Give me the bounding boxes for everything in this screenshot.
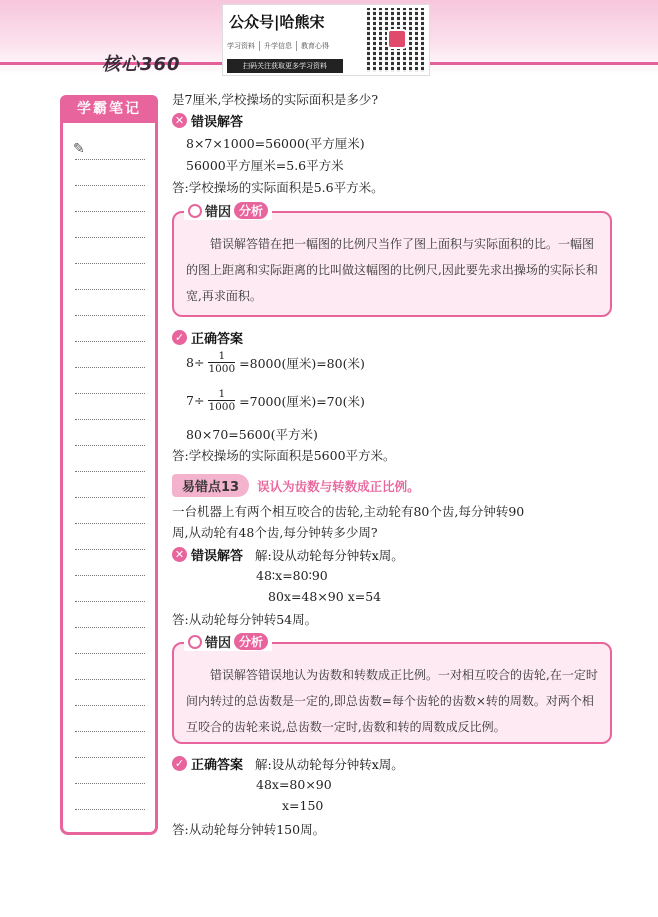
analysis-label: 错因 (205, 636, 232, 651)
fraction-denominator: 1000 (208, 363, 236, 375)
ep13-analysis-tag (184, 632, 272, 651)
fraction-denominator: 1000 (208, 401, 236, 413)
note-line (75, 471, 145, 472)
note-line (75, 211, 145, 212)
q1-correct-heading (172, 328, 243, 347)
promo-box (222, 4, 430, 76)
note-line (75, 497, 145, 498)
ep13-wrong-heading (172, 545, 404, 564)
ep13-correct-intro: 解:设从动轮每分钟转x周。 (255, 756, 404, 772)
q1-calc1 (186, 350, 365, 375)
analysis-badge: 分析 (234, 633, 268, 650)
ep13-wrong-intro: 解:设从动轮每分钟转x周。 (255, 547, 404, 563)
note-line (75, 627, 145, 628)
notes-area (60, 123, 158, 835)
ep13-correct-label: 正确答案 (191, 758, 244, 773)
q1-wrong-heading (172, 111, 243, 130)
error-point-header (172, 474, 420, 497)
q1-calc2 (186, 388, 365, 413)
q1-analysis-box (172, 211, 612, 317)
notes-sidebar (60, 95, 158, 835)
note-line (75, 263, 145, 264)
ep13-correct-answer: 答:从动轮每分钟转150周。 (172, 822, 326, 837)
magnifier-icon (188, 204, 202, 218)
promo-tag: 升学信息 (264, 41, 297, 51)
promo-tag: 学习资料 (227, 41, 260, 51)
ep13-problem: 一台机器上有两个相互咬合的齿轮,主动轮有80个齿,每分钟转90 (172, 504, 525, 519)
q1-calc3: 80×70=5600(平方米) (186, 427, 318, 442)
brand-logo: 核心360 (102, 54, 181, 75)
q1-correct-label: 正确答案 (191, 332, 244, 347)
analysis-label: 错因 (205, 205, 232, 220)
promo-tag: 教育心得 (301, 42, 329, 50)
ep13-correct-line: 48x=80×90 (256, 777, 332, 792)
calc-text: =7000(厘米)=70(米) (239, 393, 365, 409)
error-point-title: 误认为齿数与转数成正比例。 (257, 478, 420, 494)
q1-intro: 是7厘米,学校操场的实际面积是多少? (172, 92, 379, 107)
fraction (208, 388, 235, 413)
magnifier-icon (188, 635, 202, 649)
promo-bar: 扫码关注获取更多学习资料 (227, 59, 343, 73)
fraction-numerator: 1 (218, 388, 226, 400)
note-line (75, 445, 145, 446)
pencil-icon: ✎ (73, 141, 85, 157)
note-line (75, 159, 145, 160)
sidebar-title: 学霸笔记 (60, 95, 158, 123)
calc-text: 8÷ (186, 355, 205, 370)
calc-text: =8000(厘米)=80(米) (239, 355, 365, 371)
note-line (75, 289, 145, 290)
cross-icon: ✕ (172, 547, 187, 562)
note-line (75, 419, 145, 420)
note-line (75, 315, 145, 316)
note-line (75, 601, 145, 602)
note-line (75, 653, 145, 654)
qr-logo-icon (387, 29, 407, 49)
q1-analysis-tag (184, 201, 272, 220)
ep13-correct-heading (172, 754, 404, 773)
ep13-analysis-text: 错误解答错误地认为齿数和转数成正比例。一对相互咬合的齿轮,在一定时间内转过的总齿数是一定的,即总齿数=每个齿轮的齿数×转的周数。对两个相互咬合的齿轮来说,总齿数一定时,齿数和转的周数成反比例。 (186, 668, 598, 734)
note-line (75, 705, 145, 706)
note-line (75, 367, 145, 368)
note-line (75, 731, 145, 732)
note-line (75, 679, 145, 680)
ep13-wrong-answer: 答:从动轮每分钟转54周。 (172, 612, 318, 627)
ep13-wrong-line: 80x=48×90 x=54 (268, 589, 382, 604)
promo-title: 公众号|哈熊宋 (229, 13, 325, 31)
check-icon: ✓ (172, 330, 187, 345)
note-line (75, 549, 145, 550)
q1-wrong-line: 8×7×1000=56000(平方厘米) (186, 136, 365, 151)
note-line (75, 341, 145, 342)
error-point-badge: 易错点13 (172, 474, 249, 497)
ep13-wrong-line: 48∶x=80∶90 (256, 568, 328, 583)
promo-tags (227, 41, 333, 51)
check-icon: ✓ (172, 756, 187, 771)
note-line (75, 237, 145, 238)
analysis-badge: 分析 (234, 202, 268, 219)
q1-wrong-label: 错误解答 (191, 115, 244, 130)
q1-wrong-answer: 答:学校操场的实际面积是5.6平方米。 (172, 180, 384, 195)
q1-wrong-line: 56000平方厘米=5.6平方米 (186, 158, 344, 173)
ep13-wrong-label: 错误解答 (191, 549, 244, 564)
ep13-correct-line: x=150 (282, 798, 324, 813)
note-line (75, 575, 145, 576)
ep13-problem: 周,从动轮有48个齿,每分钟转多少周? (172, 525, 378, 540)
note-line (75, 783, 145, 784)
cross-icon: ✕ (172, 113, 187, 128)
q1-analysis-text: 错误解答错在把一幅图的比例尺当作了图上面积与实际面积的比。一幅图的图上距离和实际距离的比叫做这幅图的比例尺,因此要先求出操场的实际长和宽,再求面积。 (186, 237, 598, 303)
note-line (75, 393, 145, 394)
q1-correct-answer: 答:学校操场的实际面积是5600平方米。 (172, 448, 396, 463)
calc-text: 7÷ (186, 393, 205, 408)
note-line (75, 757, 145, 758)
note-line (75, 809, 145, 810)
fraction (208, 350, 235, 375)
fraction-numerator: 1 (218, 350, 226, 362)
note-line (75, 185, 145, 186)
ep13-analysis-box (172, 642, 612, 744)
note-line (75, 523, 145, 524)
